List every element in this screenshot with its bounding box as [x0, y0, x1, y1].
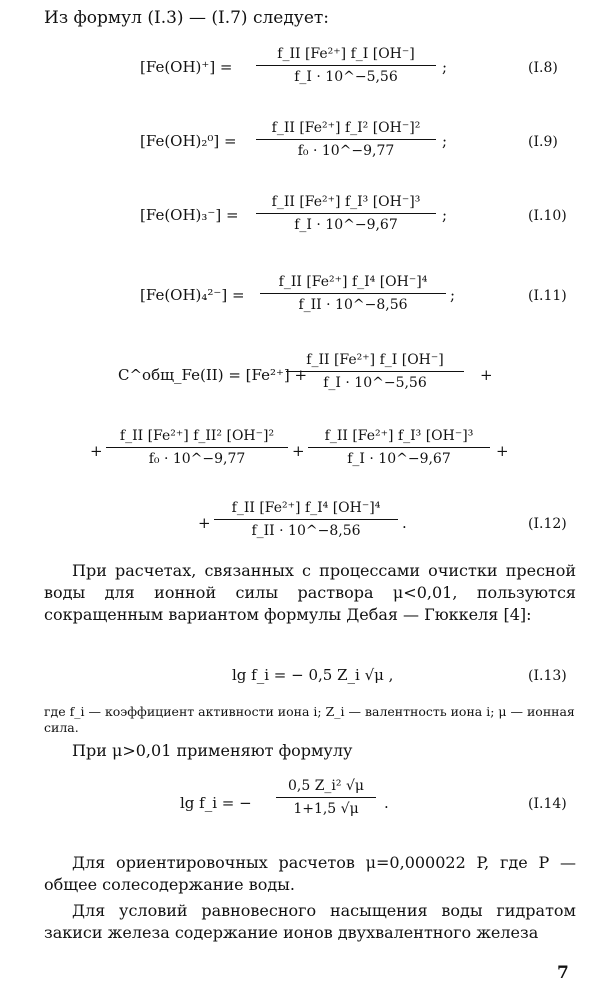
equation-tail: ; — [442, 206, 448, 224]
intro-text: Из формул (I.3) — (I.7) следует: — [44, 8, 330, 28]
equation-tail: ; — [450, 286, 456, 304]
equation-fraction — [256, 118, 436, 161]
plus-sign: + — [198, 514, 211, 532]
equation-lhs: [Fe(OH)₄²⁻] = — [140, 286, 245, 304]
plus-sign: + — [480, 366, 493, 384]
fraction-numerator: f_II [Fe²⁺] f_I³ [OH⁻]³ — [324, 428, 474, 444]
equation-tail: . — [402, 514, 407, 532]
fraction-denominator: f_I · 10^−5,56 — [294, 69, 398, 85]
fraction-denominator: f_II · 10^−8,56 — [251, 523, 361, 539]
fraction-numerator: f_II [Fe²⁺] f_I³ [OH⁻]³ — [271, 194, 421, 210]
equation-lhs: [Fe(OH)₃⁻] = — [140, 206, 239, 224]
fraction-bar — [256, 65, 436, 66]
total-lhs: C^общ_Fe(II) = [Fe²⁺] + — [118, 366, 308, 384]
definitions-note: где f_i — коэффициент активности иона i; Z_i — валентность иона i; μ — ионная сила. — [44, 704, 575, 735]
equation-number: (I.14) — [528, 796, 567, 812]
equation-number: (I.12) — [528, 516, 567, 532]
paragraph-salinity: Для ориентировочных расчетов μ=0,000022 P, где P — общее солесодержание воды. — [44, 853, 576, 894]
fraction-denominator: f_II · 10^−8,56 — [298, 297, 408, 313]
plus-sign: + — [292, 442, 305, 460]
paragraph-debye: При расчетах, связанных с процессами очистки пресной воды для ионной силы раствора μ<0,01, пользуются сокращенным вариантом формулы Дебая — Гюккеля [4]: — [44, 561, 576, 624]
total-fraction-1 — [286, 350, 464, 393]
fraction-numerator: f_II [Fe²⁺] f_I [OH⁻] — [306, 352, 444, 368]
fraction-denominator: f₀ · 10^−9,77 — [148, 451, 246, 467]
total-fraction-2 — [106, 426, 288, 469]
fraction-bar — [256, 213, 436, 214]
equation-fraction — [260, 272, 446, 315]
equation-number: (I.9) — [528, 134, 558, 150]
page-number: 7 — [557, 963, 569, 983]
fraction-bar — [286, 371, 464, 372]
fraction-bar — [214, 519, 398, 520]
equation-fraction — [256, 44, 436, 87]
fraction-denominator: f₀ · 10^−9,77 — [297, 143, 395, 159]
equation-number: (I.13) — [528, 668, 567, 684]
equation-number: (I.11) — [528, 288, 567, 304]
total-fraction-3 — [308, 426, 490, 469]
plus-sign: + — [90, 442, 103, 460]
equation-fraction — [276, 776, 376, 819]
equation-lhs: [Fe(OH)⁺] = — [140, 58, 233, 76]
paragraph-equilibrium: Для условий равновесного насыщения воды гидратом закиси железа содержание ионов двухвалентного железа — [44, 901, 576, 942]
equation-number: (I.8) — [528, 60, 558, 76]
fraction-denominator: f_I · 10^−9,67 — [294, 217, 398, 233]
fraction-numerator: f_II [Fe²⁺] f_I⁴ [OH⁻]⁴ — [231, 500, 381, 516]
equation-body: lg f_i = − 0,5 Z_i √μ , — [232, 666, 394, 684]
fraction-numerator: 0,5 Z_i² √μ — [287, 778, 364, 794]
fraction-numerator: f_II [Fe²⁺] f_II² [OH⁻]² — [119, 428, 275, 444]
equation-lhs: lg f_i = − — [180, 794, 252, 812]
fraction-numerator: f_II [Fe²⁺] f_I² [OH⁻]² — [271, 120, 421, 136]
total-fraction-4 — [214, 498, 398, 541]
equation-tail: ; — [442, 132, 448, 150]
fraction-numerator: f_II [Fe²⁺] f_I⁴ [OH⁻]⁴ — [278, 274, 428, 290]
fraction-bar — [106, 447, 288, 448]
equation-number: (I.10) — [528, 208, 567, 224]
equation-tail: . — [384, 794, 389, 812]
equation-fraction — [256, 192, 436, 235]
fraction-bar — [308, 447, 490, 448]
fraction-denominator: 1+1,5 √μ — [293, 801, 359, 817]
fraction-denominator: f_I · 10^−9,67 — [347, 451, 451, 467]
fraction-denominator: f_I · 10^−5,56 — [323, 375, 427, 391]
fraction-bar — [260, 293, 446, 294]
equation-lhs: [Fe(OH)₂⁰] = — [140, 132, 237, 150]
equation-tail: ; — [442, 58, 448, 76]
fraction-numerator: f_II [Fe²⁺] f_I [OH⁻] — [277, 46, 415, 62]
plus-sign: + — [496, 442, 509, 460]
fraction-bar — [276, 797, 376, 798]
fraction-bar — [256, 139, 436, 140]
paragraph-formula-intro: При μ>0,01 применяют формулу — [72, 741, 353, 760]
